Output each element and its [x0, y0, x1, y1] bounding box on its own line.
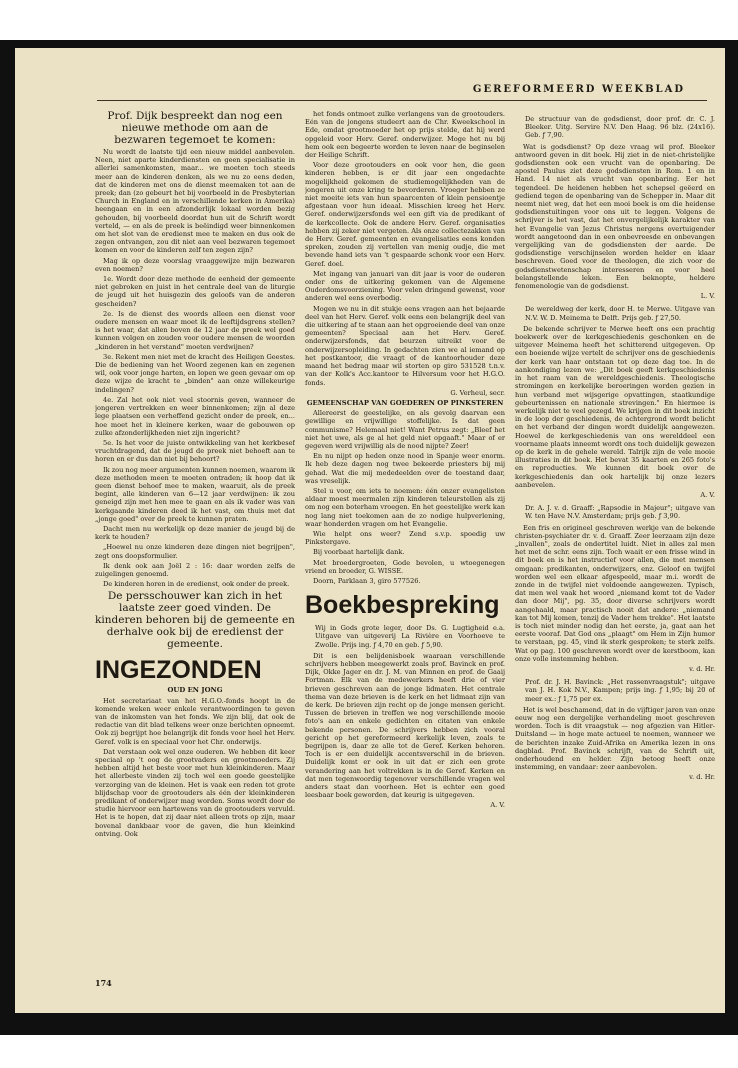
paragraph: Dacht men nu werkelijk op deze manier de jeugd bij de kerk te houden?: [95, 524, 295, 542]
paragraph: 4e. Zal het ook niet veel stoornis geven, wanneer de jongeren vertrekken en weer binnenkomen; zijn al deze lege plaatsen een verheffend gezicht onder de preek, en... hoe moet het in kleinere kerken, waar de gebouwen op zulke afzonderlijkheden niet zijn ingericht?: [95, 395, 295, 437]
paragraph: Stel u voor, om iets te noemen: één onzer evangelisten aldaar moest meermalen zijn kinderen teleurstellen als zij om nog een boterham vroegen. En het geestelijke werk kan nog lang niet toekomen aan de zo nodige hulpverlening, waar honderden vragen om het Evangelie.: [305, 486, 505, 528]
signature-vdhr-2: v. d. Hr.: [689, 773, 715, 782]
paragraph: 3e. Rekent men niet met de kracht des Heiligen Geestes. Die de bediening van het Woord zegenen kan en zegenen wil, ook voor jonge harten, en lopen we geen gevaar om op deze wijze de kracht te „binden" aan onze willekeurige indelingen?: [95, 352, 295, 394]
page-number: 174: [95, 978, 112, 988]
boekbespreking-heading: Boekbespreking: [305, 591, 500, 620]
persschouwer-note: De persschouwer kan zich in het laatste zeer goed vinden. De kinderen behoren bij de gemeente en derhalve ook bij de eredienst der gemeente.: [95, 590, 295, 651]
paragraph: Het secretariaat van het H.G.O.-fonds hoopt in de komende weken weer enkele verantwoordingen te geven van de inkomsten van het fonds. We zijn blij, dat ook de redactie van dit blad telkens weer onze berichten opneemt. Ook zij begrijpt hoe belangrijk dit fonds voor heel het Herv. Geref. volk is en speciaal voor het Chr. onderwijs.: [95, 696, 295, 746]
oud-en-jong-heading: OUD EN JONG: [167, 686, 223, 695]
book3-paragraphs: [515, 325, 715, 489]
signature-vdhr-1: v. d. Hr.: [689, 665, 715, 673]
paragraph: „Hoewel nu onze kinderen deze dingen niet begrijpen", zegt ons doopsformulier.: [95, 543, 295, 560]
signature-verheul: G. Verheul, secr.: [450, 388, 505, 397]
paragraph: De kinderen horen in de eredienst, ook onder de preek.: [103, 580, 290, 589]
paragraph: Ik zou nog meer argumenten kunnen noemen, waarom ik deze methoden meen te moeten ontraden; ik hoop dat ik geen dienst behoef mee te maken, waaruit, als de preek begint, alle kinderen van 6—12 jaar verdwijnen: ik zou geneigd zijn met hen mee te gaan en als ik vader was van kerkgaande kinderen deed ik het vast, om thuis met dat „jonge goed" over de preek te kunnen praten.: [95, 465, 295, 523]
paragraph: het fonds ontmoet zulke verlangens van de grootouders. Eén van de jongens studeert aan de Chr. Kweekschool in Ede, omdat grootmoeder het op prijs stelde, dat hij werd opgeleid voor Herv. Geref. onderwijzer. Moge het nu bij hem ook een begeerte worden te leven naar de beginselen der Heilige Schrift.: [305, 110, 505, 160]
paragraph: Wie helpt ons weer? Zend s.v.p. spoedig uw Pinkstergave.: [305, 529, 505, 547]
column-3: [515, 110, 715, 980]
paragraph: Mag ik op deze voorslag vraaggewijze mijn bezwaren even noemen?: [95, 256, 295, 273]
book-title-5: Prof. dr. J. H. Bavinck: „Het rassenvraagstuk"; uitgave van J. H. Kok N.V., Kampen; prijs ing. ƒ 1,95; bij 20 of meer ex.: ƒ 1,75 per ex.: [525, 678, 715, 703]
paragraph: Ik denk ook aan Joël 2 : 16: daar worden zelfs de zuigelingen genoemd.: [95, 561, 295, 578]
book-title-4: Dr. A. J. v. d. Graaff: „Rapsodie in Majeur"; uitgave van W. ten Have N.V. Amsterdam; prijs geb. ƒ 3,90.: [525, 504, 715, 521]
paragraph: Met broedergroeten, Gode bevolen, u wtoegenegen vriend en broeder, G. WISSE.: [305, 558, 505, 575]
paragraph: Mogen we nu in dit stukje eens vragen aan het bejaarde deel van het Herv. Geref. volk eens een belangrijk deel van die uitkering af te staan aan het opgroeiende deel van onze gemeenten? Speciaal aan het Herv. Geref. onderwijzersfonds, dat beurzen uitreikt voor de onderwijzersopleiding. In gedachten zien we al iemand op het postkantoor, die vraagt of de kantoorhouder deze maand het bedrag maar wil storten op giro 531528 t.n.v. van der Kolk's Acc.kantoor te Hilversum voor het H.G.O. fonds.: [305, 304, 505, 387]
paragraph: Bij voorbaat hartelijk dank.: [313, 548, 405, 557]
signature-av-1: A. V.: [490, 801, 505, 810]
book1-paragraphs: [305, 652, 505, 800]
newspaper-page: [15, 48, 725, 1013]
ingezonden-paragraphs: [95, 697, 295, 838]
paragraph: En nu nijpt op heden onze nood in Spanje weer enorm. Ik heb deze dagen nog twee bekeerde priesters bij mij gehad. Wat die mij mededeelden over de toestand daar, was vreselijk.: [305, 452, 505, 485]
paragraph: Dit is een belijdenisboek waaraan verschillende schrijvers hebben meegewerkt zoals prof. Bavinck en prof. Dijk, Okke Jager en dr. J. M. van Minnen en prof. de Gaaij Fortman. Elk van de medewerkers heeft drie of vier brieven geschreven aan de jonge lidmaten. Het centrale thema van deze brieven is de kerk en het lidmaat zijn van de kerk. De brieven zijn recht op de jonge mensen gericht. Tussen de brieven in treffen we nog verschillende mooie foto's aan en enkele gedichten en citaten van enkele bekende personen. De schrijvers hebben zich vooral gericht op het gereformeerd kerkelijk leven, zoals te begrijpen is, daar ze alle tot de Geref. Kerken behoren. Toch is er een duidelijk accentsverschil in de brieven. Duidelijk komt er ook in uit dat er zich een grote verandering aan het voltrekken is in de Geref. Kerken en dat men tegenwoordig tegenover verschillende vragen wel anders staat dan voorheen. Het is echter een goed leesbaar boek geworden, dat keurig is uitgegeven.: [305, 651, 505, 800]
paragraph: Het is wel beschamend, dat in de vijftiger jaren van onze eeuw nog een dergelijke verhandeling moet geschreven worden. Toch is dit vraagstuk — nog afgezien van Hitler-Duitsland — in hoge mate actueel te noemen, wanneer we de berichten inzake Zuid-Afrika en Amerika lezen in ons dagblad. Prof. Bavinck schrijft, van de Schrift uit, onderhoudend en helder. Zijn betoog heeft onze instemming, en vandaar: zeer aanbevolen.: [515, 705, 715, 772]
paragraph: Doorn, Parklaan 3, giro 577526.: [313, 576, 421, 585]
paragraph: Een fris en origineel geschreven werkje van de bekende christen-psychiater dr. v. d. Graaff. Zeer leerzaam zijn deze „invallen", zoals de ondertitel luidt. Niet in alles zal men het met de schr. eens zijn. Toch waait er een frisse wind in dit boek en is het instructief voor allen, die met mensen omgaan: predikanten, onderwijzers, enz. Geloof en twijfel worden wel een elkaar afgespeeld, maar m.i. wordt de zonde in de twijfel niet voldoende aangewezen. Typisch, dat men wel vaak het woord „niemand komt tot de Vader dan door Mij", pg. 35, door diverse schrijvers wordt aangehaald, maar practisch nooit dat andere: „niemand kan tot Mij komen, tenzij de Vader hem trekke". Het laatste is toch niet minder nodig dan het eerste, ja, gaat aan het eerste vooraf. Dat God ons „plaagt" om Hem in Zijn humor te verstaan, pg. 45, vind ik sterk gesproken; te sterk zelfs. Wat op pag. 100 geschreven wordt over de kerstboom, kan onze volle instemming hebben.: [515, 523, 715, 663]
paragraph: Dat verstaan ook wel onze ouderen. We hebben dit keer speciaal op 't oog de grootvaders en grootmoeders. Zij hebben altijd het beste voor met hun kleinkinderen. Maar het allerbeste vinden zij toch wel een goede geestelijke verzorging van de kleinen. Het is vaak een reden tot grote blijdschap voor de grootouders als één der kleinkinderen predikant of onderwijzer mag worden. Soms wordt door de studie hiervoor een hartewens van de grootouders vervuld. Het is te hopen, dat zij daar niet alleen trots op zijn, maar bovenal dankbaar voor de gaven, die hun kleinkind ontving. Ook: [95, 747, 295, 838]
col1-paragraphs: [95, 148, 295, 588]
paragraph: Voor deze grootouders en ook voor hen, die geen kinderen hebben, is er dit jaar een ongedachte mogelijkheid gekomen de studiemogelijkheden van de jongeren uit onze kring te bevorderen. Vroeger hebben ze niet moeite iets van hun spaarcenten of klein pensioentje afgestaan voor hun ideaal. Misschien kreeg het Herv. Geref. onderwijzersfonds wel een gift via de predikant of de kerkcollecte. Ook de andere Herv. Geref. organisaties hebben zij zeker niet vergeten. Als onze collectezakken van de Herv. Geref. gemeenten en evangelisaties eens konden spreken, zouden zij vertellen van menig oudje, die met bevende hand iets van 't gespaarde schonk voor een Herv. Geref. doel.: [305, 161, 505, 268]
signature-lv: L. V.: [700, 292, 715, 301]
paragraph: Wat is godsdienst? Op deze vraag wil prof. Bleeker antwoord geven in dit boek. Hij ziet in de niet-christelijke godsdiensten ook een vrucht van de openbaring. De apostel Paulus ziet deze godsdiensten in Rom. 1 en in Hand. 14 niet als vrucht van openbaring. Eer het tegendeel. De heidenen hebben het schepsel geëerd en gediend tegen de openbaring van de Schepper in. Maar dit neemt niet weg, dat het een mooi boek is om die heidense godsdienstuitingen voor ons uit te leggen. Volgens de schrijver is het vast, dat het onvergelijkelijk karakter van het Evangelie van Jezus Christus nergens overtuigender wordt aangetoond dan in een onbevreesde en onbevangen vergelijking van de godsdiensten der aarde. De godsdienstige verschijnselen worden helder en klaar beschreven. Goed voor de theologen, die zich voor de godsdienstwetenschap interesseren en voor heel belangstellende leken. Een beknopte, heldere fenomenologie van de godsdienst.: [515, 142, 715, 291]
book-title-2: De structuur van de godsdienst, door prof. dr. C. J. Bleeker. Uitg. Servire N.V. Den Haag. 96 blz. (24x16). Geb. ƒ 7,90.: [525, 115, 715, 140]
paragraph: 2e. Is de dienst des woords alleen een dienst voor oudere mensen en waar moet ik de leeftijdsgrens stellen? is het waar, dat allen boven de 12 jaar de preek wel goed kunnen volgen en zouden voor oudere mensen de woorden „kinderen in het verstand" moeten verdwijnen?: [95, 309, 295, 351]
lead-intro: Prof. Dijk bespreekt dan nog een nieuwe methode om aan de bezwaren tegemoet te komen:: [107, 110, 283, 146]
column-1: [95, 110, 295, 980]
book2-paragraphs: [515, 143, 715, 291]
gemeenschap-paragraphs: [305, 409, 505, 585]
col2-paragraphs: [305, 110, 505, 387]
column-2: [305, 110, 505, 980]
book-title-1: Wij in Gods grote leger, door Ds. G. Lugtigheid e.a. Uitgave van uitgeverij La Rivière en Voorhoeve te Zwolle. Prijs ing. ƒ 4,70 en geb. ƒ 5,90.: [315, 624, 505, 649]
paragraph: 1e. Wordt door deze methode de eenheid der gemeente niet gebroken en juist in het centrale deel van de liturgie de jeugd uit het huisgezin des geloofs van de anderen gescheiden?: [95, 275, 295, 308]
paragraph: De bekende schrijver te Merwe heeft ons een prachtig boekwerk over de kerkgeschiedenis geschonken en de uitgever Meinema heeft het schitterend uitgegeven. Op een boeiende wijze vertelt de schrijver ons de geschiedenis der kerk van haar ontstaan tot op deze dag toe. In de aankondiging lezen we: „Dit boek geeft kerkgeschiedenis in het raam van de wereldgeschiedenis. Theologische stromingen en kerkelijke beroeringen worden gezien in hun verband met wijsgerige opvattingen, staatkundige gebeurtenissen en nationale strevingen." En hiermee is werkelijk niet te veel gezegd. We krijgen in dit boek inzicht in de loop der geschiedenis, de achtergrond wordt belicht en het verband der dingen wordt duidelijk aangewezen. Hoewel de kerkgeschiedenis van ons werelddeel een voorname plaats inneemt wordt ons toch duidelijk gewezen op de kerk in de gehele wereld. Talrijk zijn de vele mooie illustraties in dit boek. Het bevat 35 kaarten en 265 foto's en reproducties. We kunnen dit boek over de kerkgeschiedenis dan ook hartelijk bij onze lezers aanbevelen.: [515, 324, 715, 489]
paragraph: Allereerst de geestelijke, en als gevolg daarvan een gewillige en vrijwillige stoffelijke. Is dat geen communisme? Helemaal niet! Want Petrus zegt: „Bleef het niet het uwe, als ge al het geld niet opgaaft." Maar of er gegeven werd vrijwillig als de nood nijpte? Zeer!: [305, 409, 505, 450]
paragraph: Met ingang van januari van dit jaar is voor de ouderen onder ons de uitkering gekomen van de Algemene Ouderdomsvoorziening. Voor velen dringend gewenst, voor anderen wel eens overbodig.: [305, 269, 505, 303]
ingezonden-heading: INGEZONDEN: [95, 656, 262, 685]
page-header: GEREFORMEERD WEEKBLAD: [472, 84, 685, 95]
book4-paragraphs: [515, 524, 715, 663]
signature-av-2: A. V.: [700, 490, 715, 499]
book5-paragraphs: [515, 706, 715, 772]
paragraph: 5e. Is het voor de juiste ontwikkeling van het kerkbesef vruchtdragend, dat de jeugd de preek niet behoeft aan te horen en er dus dan niet bij behoort?: [95, 438, 295, 464]
gemeenschap-heading: GEMEENSCHAP VAN GOEDEREN OP PINKSTEREN: [306, 398, 504, 407]
header-rule: [97, 100, 707, 101]
book-title-3: De wereldweg der kerk, door H. te Merwe. Uitgave van N.V. W. D. Meinema te Delft. Prijs geb. ƒ 27,50.: [525, 305, 715, 322]
paragraph: Nu wordt de laatste tijd een nieuw middel aanbevolen. Neen, niet aparte kinderdiensten en geen specialisatie in allerlei samenkomsten, maar... we moeten toch steeds meer aan de kinderen denken, als we nu zo eens deden, dat de kinderen met ons de dienst meemaken tot aan de preek; dan (zo gebeurt het bij voorbeeld in de Presbyterian Church in England en in verschillende kerken in Amerika) heengaan en in een afzonderlijk lokaal worden bezig gehouden, bij voorbeeld doordat hun uit de Schrift wordt verteld, — en als de preek is beëindigd weer binnenkomen om het slot van de eredienst mee te maken en dus ook de zegen ontvangen, zou dit niet aan veel bezwaren tegemoet komen en voor de kinderen zelf ten zegen zijn?: [95, 148, 295, 255]
